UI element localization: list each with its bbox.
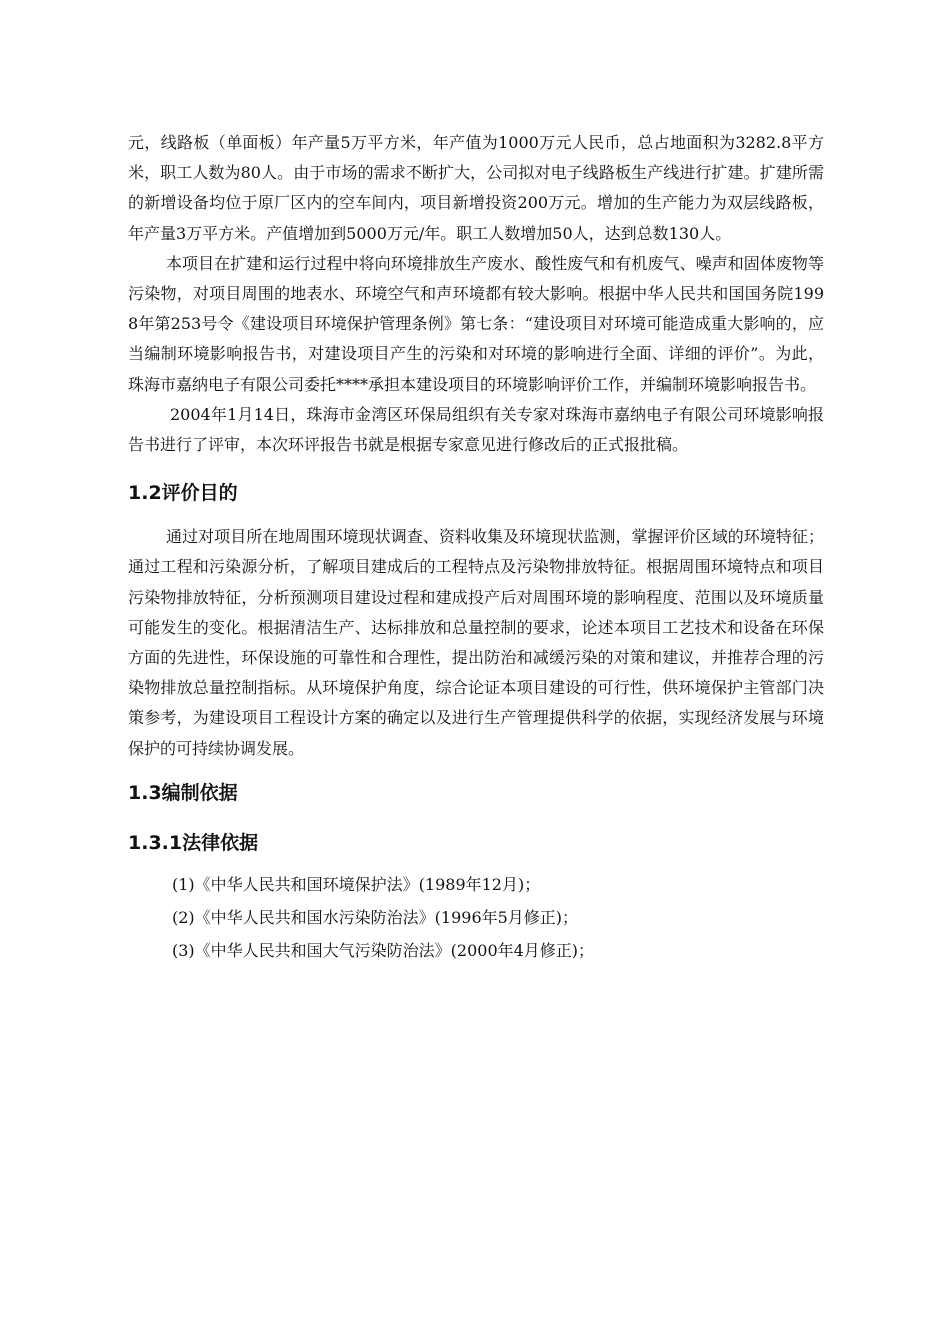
law-list (128, 868, 824, 967)
law-list-item: (3)《中华人民共和国大气污染防治法》(2000年4月修正)； (172, 940, 595, 960)
law-list-item: (2)《中华人民共和国水污染防治法》(1996年5月修正)； (172, 907, 579, 927)
section-1-2-body: 通过对项目所在地周围环境现状调查、资料收集及环境现状监测，掌握评价区域的环境特征；通过工程和污染源分析，了解项目建成后的工程特点及污染物排放特征。根据周围环境特点和项目污染物排放特征，分析预测项目建设过程和建成投产后对周围环境的影响程度、范围以及环境质量可能发生的变化。根据清洁生产、达标排放和总量控制的要求，论述本项目工艺技术和设备在环保方面的先进性，环保设施的可靠性和合理性，提出防治和减缓污染的对策和建议，并推荐合理的污染物排放总量控制指标。从环境保护角度，综合论证本项目建设的可行性，供环境保护主管部门决策参考，为建设项目工程设计方案的确定以及进行生产管理提供科学的依据，实现经济发展与环境保护的可持续协调发展。 (128, 527, 824, 758)
section-heading-1-2: 1.2评价目的 (128, 482, 238, 505)
document-page (128, 128, 824, 967)
section-heading-1-3: 1.3编制依据 (128, 781, 238, 804)
intro-paragraph-1: 元，线路板（单面板）年产量5万平方米，年产值为1000万元人民币，总占地面积为3282.8平方米，职工人数为80人。由于市场的需求不断扩大，公司拟对电子线路板生产线进行扩建。扩建所需的新增设备均位于原厂区内的空车间内，项目新增投资200万元。增加的生产能力为双层线路板，年产量3万平方米。产值增加到5000万元/年。职工人数增加50人，达到总数130人。 (128, 133, 824, 243)
section-heading-1-3-1: 1.3.1法律依据 (128, 831, 259, 854)
intro-paragraph-2: 本项目在扩建和运行过程中将向环境排放生产废水、酸性废气和有机废气、噪声和固体废物等污染物，对项目周围的地表水、环境空气和声环境都有较大影响。根据中华人民共和国国务院1998年第253号令《建设项目环境保护管理条例》第七条：“建设项目对环境可能造成重大影响的，应当编制环境影响报告书，对建设项目产生的污染和对环境的影响进行全面、详细的评价”。为此，珠海市嘉纳电子有限公司委托****承担本建设项目的环境影响评价工作，并编制环境影响报告书。 (128, 253, 824, 394)
intro-paragraph-3: 2004年1月14日，珠海市金湾区环保局组织有关专家对珠海市嘉纳电子有限公司环境影响报告书进行了评审，本次环评报告书就是根据专家意见进行修改后的正式报批稿。 (128, 404, 824, 455)
law-list-item: (1)《中华人民共和国环境保护法》(1989年12月)； (172, 874, 541, 894)
